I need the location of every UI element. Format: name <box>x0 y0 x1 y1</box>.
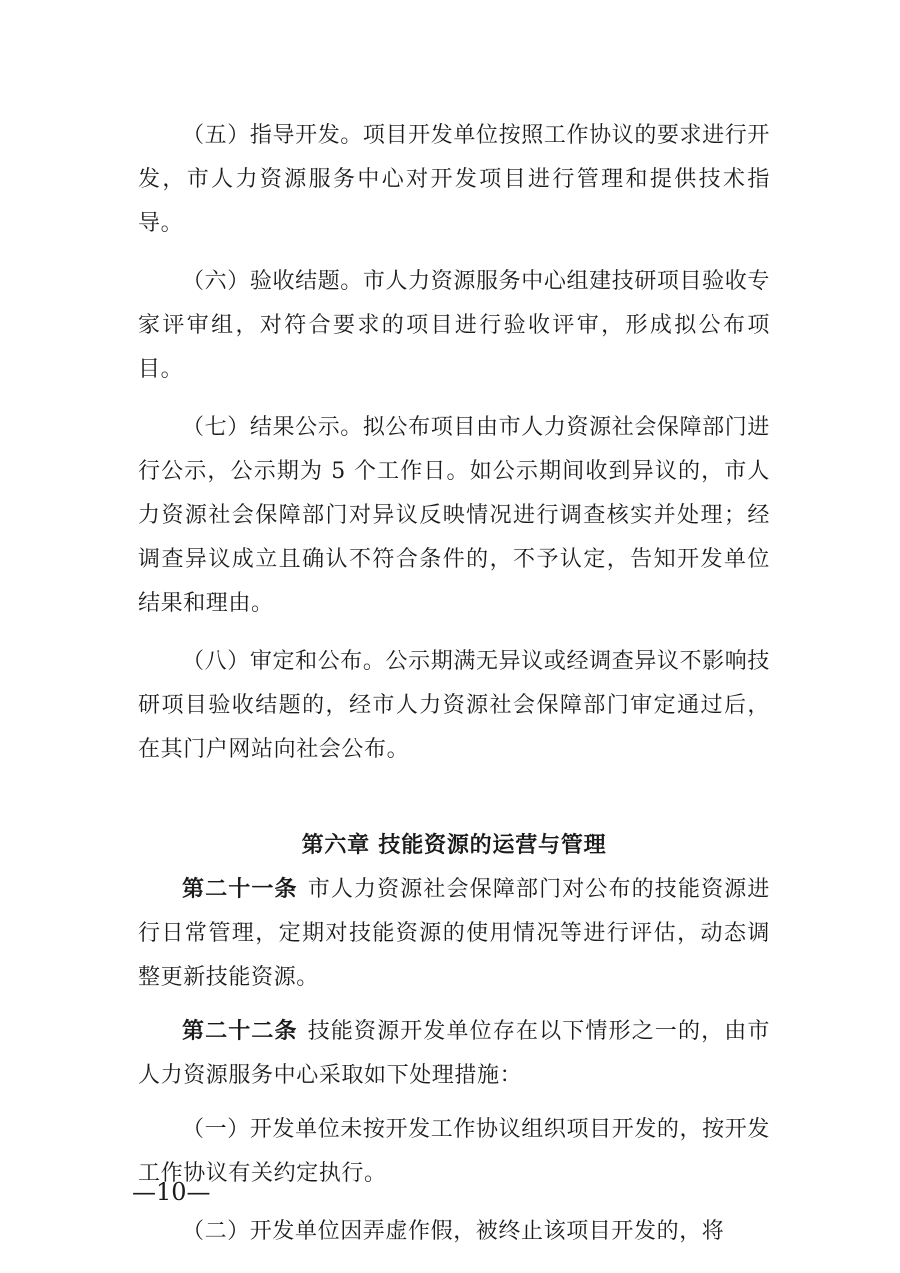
article-21-label: 第二十一条 <box>182 877 298 902</box>
measure-2: （二）开发单位因弄虚作假，被终止该项目开发的，将 <box>182 1219 725 1244</box>
clause-8-approval-publication: （八）审定和公布。公示期满无异议或经调查异议不影响技研项目验收结题的，经市人力资源社会保障部门审定通过后，在其门户网站向社会公布。 <box>138 649 770 762</box>
measure-1: （一）开发单位未按开发工作协议组织项目开发的，按开发工作协议有关约定执行。 <box>138 1117 770 1186</box>
article-21-text: 市人力资源社会保障部门对公布的技能资源进行日常管理，定期对技能资源的使用情况等进行评估，动态调整更新技能资源。 <box>138 877 770 990</box>
article-22-label: 第二十二条 <box>182 1019 298 1044</box>
clause-7-publicity: （七）结果公示。拟公布项目由市人力资源社会保障部门进行公示，公示期为 5 个工作日。如公示期间收到异议的，市人力资源社会保障部门对异议反映情况进行调查核实并处理；经调查异议成立且确认不符合条件的，不予认定，告知开发单位结果和理由。 <box>138 415 770 616</box>
clause-6-acceptance: （六）验收结题。市人力资源服务中心组建技研项目验收专家评审组，对符合要求的项目进行验收评审，形成拟公布项目。 <box>138 269 770 382</box>
page-content <box>138 114 770 1268</box>
page-number: —10— <box>132 1178 211 1206</box>
article-22 <box>138 1010 770 1098</box>
clause-5-guide-development: （五）指导开发。项目开发单位按照工作协议的要求进行开发，市人力资源服务中心对开发项目进行管理和提供技术指导。 <box>138 123 770 236</box>
article-22-text: 技能资源开发单位存在以下情形之一的，由市人力资源服务中心采取如下处理措施： <box>138 1019 770 1088</box>
article-21 <box>138 868 770 1000</box>
chapter-title: 第六章 技能资源的运营与管理 <box>301 833 607 858</box>
